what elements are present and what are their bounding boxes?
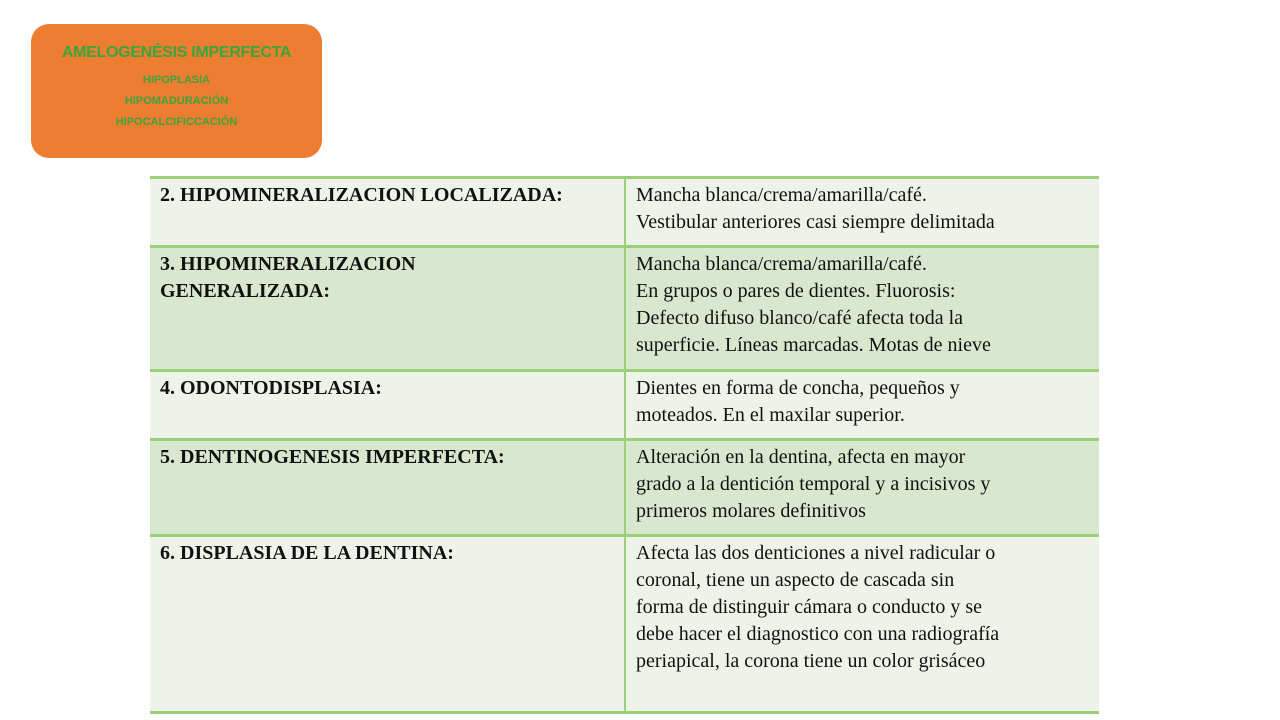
row-description-line: Afecta las dos denticiones a nivel radicular o [636,542,996,564]
row-description-line: Dientes en forma de concha, pequeños y [636,377,960,399]
row-description-line: moteados. En el maxilar superior. [636,404,905,426]
callout-item-hipomaduracion: HIPOMADURACIÓN [124,95,229,107]
callout-item-hipoplasia: HIPOPLASIA [142,74,211,86]
classification-table [150,176,1099,714]
table-row [150,536,1099,713]
row-description-line: periapical, la corona tiene un color grisáceo [636,650,986,672]
table-row [150,178,1099,247]
row-description-line: Vestibular anteriores casi siempre delimitada [636,211,995,233]
row-description-line: Mancha blanca/crema/amarilla/café. [636,253,927,275]
row-description-line: En grupos o pares de dientes. Fluorosis: [636,280,956,302]
row-description-line: Mancha blanca/crema/amarilla/café. [636,184,927,206]
row-description-line: Alteración en la dentina, afecta en mayor [636,446,966,468]
row-description-cell [625,178,1099,247]
row-label-cell [150,440,625,536]
row-description-cell [625,247,1099,371]
row-label: 6. DISPLASIA DE LA DENTINA: [160,542,454,564]
row-description-cell [625,536,1099,713]
row-description-line: coronal, tiene un aspecto de cascada sin [636,569,955,591]
row-description-line: superficie. Líneas marcadas. Motas de nieve [636,334,991,356]
row-description-cell [625,371,1099,440]
row-label: GENERALIZADA: [160,280,331,302]
callout-item-hipocalcificacion: HIPOCALCIFICCACIÓN [115,116,238,128]
row-description-cell [625,440,1099,536]
row-description-line: forma de distinguir cámara o conducto y se [636,596,982,618]
callout-title: AMELOGENÉSIS IMPERFECTA [61,44,292,61]
row-label: 3. HIPOMINERALIZACION [160,253,416,275]
table-row [150,247,1099,371]
row-label: 2. HIPOMINERALIZACION LOCALIZADA: [160,184,563,206]
row-label-cell [150,178,625,247]
row-label: 4. ODONTODISPLASIA: [160,377,382,399]
row-label-cell [150,371,625,440]
row-description-line: Defecto difuso blanco/café afecta toda la [636,307,964,329]
row-description-line: primeros molares definitivos [636,500,866,522]
row-label: 5. DENTINOGENESIS IMPERFECTA: [160,446,505,468]
callout-box [31,24,322,158]
row-description-line: debe hacer el diagnostico con una radiografía [636,623,1000,645]
table-row [150,371,1099,440]
row-label-cell [150,536,625,713]
row-description-line: grado a la dentición temporal y a incisivos y [636,473,991,495]
table-row [150,440,1099,536]
row-label-cell [150,247,625,371]
